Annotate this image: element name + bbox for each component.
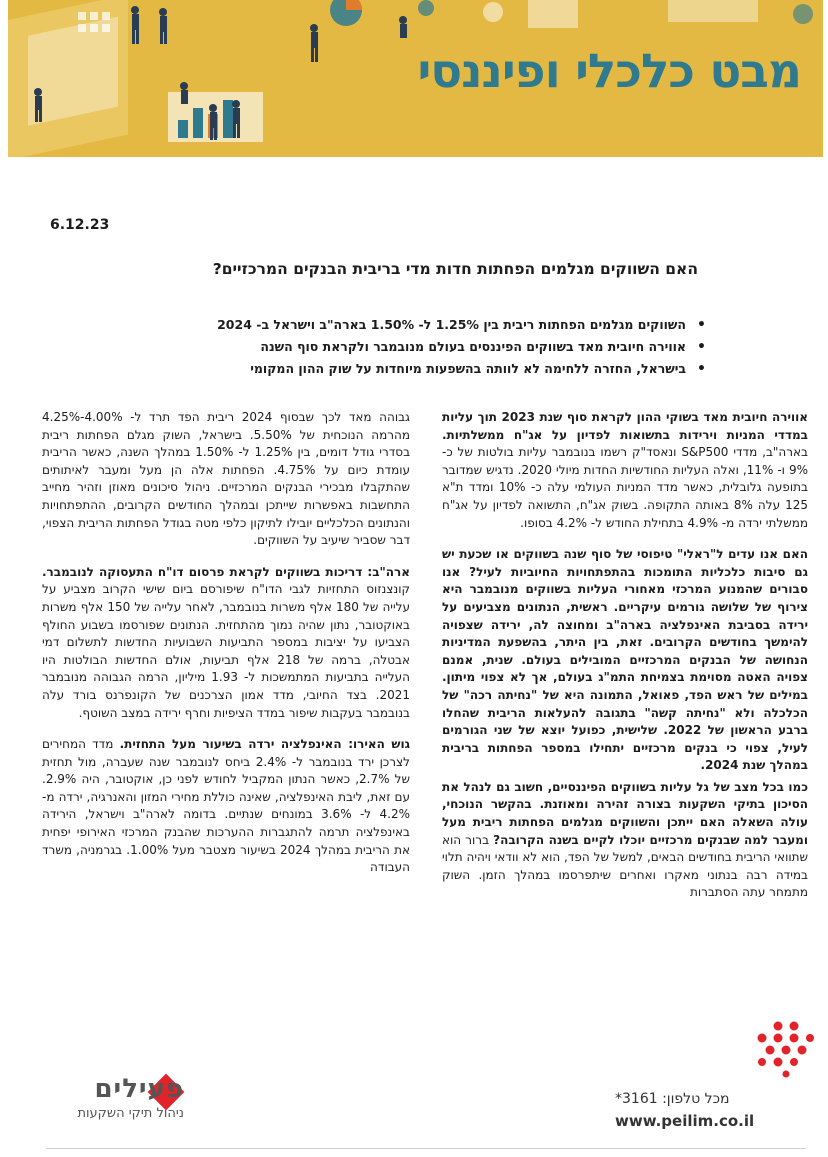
paragraph-text: מדד המחירים לצרכן ירד בנובמבר ל- 2.4% ביחס לנובמבר שנה שעברה, מול תחזית של 2.7%, כאשר הנתון המקביל לחודש לפני כן, אוקטובר, היה 2.9%. עם זאת, ליבת האינפלציה, שאינה כוללת מחירי המזון והאנרגיה, ירדה מ- 4.2% ל- 3.6% במונחים שנתיים. בדומה לארה"ב וישראל, הירידה באינפלציה תרמה להתגברות ההערכות שהבנק המרכזי האירופי יפחית את הריבית במהלך 2024 בשיעור מצטבר מעל 1.00%. בגרמניה, משרד העבודה	[42, 737, 411, 875]
summary-bullets	[86, 314, 708, 380]
paragraph-bold: גוש האירו: האינפלציה ירדה בשיעור מעל התחזית.	[119, 737, 410, 752]
paragraph-text: בארה"ב, מדדי S&P500 ונאסד"ק רשמו בנובמבר עליות בולטות של כ- 9% ו- 11%, ואלה העליות החודשיות החדות מיולי 2020. נדגיש שמדובר בתופעה גלובלית, כאשר מדד המניות העולמי עלה כ- 10% ומדד ת"א 125 עלה 8% באותה התקופה. בשוק אג"ח, התשואה לפדיון על אג"ח ממשלתי ירדה מ- 4.9% בתחילת החודש ל- 4.2% בסופו.	[442, 445, 808, 530]
website-link[interactable]: www.peilim.co.il	[615, 1112, 755, 1130]
right-column	[442, 409, 808, 916]
paragraph-bold: כמו בכל מצב של גל עליות בשווקים הפיננסיים, חשוב גם לנהל את הסיכון בתיקי השקעות בצורה זהירה ומאוזנת. בהקשר הנוכחי, עולה השאלה האם ייתכן והשווקים מגלמים הפחתות ריבית מעל ומעבר למה שבנקים מרכזיים יוכלו לקיים בשנה הקרובה?	[442, 779, 808, 847]
paragraph-bold: האם אנו עדים ל"ראלי" טיפוסי של סוף שנה בשווקים או שכעת יש גם סיבות כלכליות התומכות בהתפתחויות החיוביות לעיל? אנו סבורים שהמנוע המרכזי מאחורי העליות בשווקים מנובמבר היא צירוף של שלושה גורמים עיקריים. ראשית, הנתונים מצביעים על ירידה בסביבת האינפלציה בארה"ב ומחוצה לה, ירידה שצפויה להימשך בחודשים הקרובים. זאת, בין היתר, בהשפעת המדיניות הנחושה של הבנקים המרכזיים המובילים בעולם. שנית, אמנם צפויה האטה מסוימת בצמיחת התמ"ג בעולם, אך לא צפוי מיתון. במילים של ראש הפד, פאואל, התמונה היא של "נחיתה רכה" של הכלכלה ולא "נחיתה קשה" בתגובה להעלאות הריבית שהחלו ברבע הראשון של 2022. שלישית, כפועל יוצא של שני הגורמים לעיל, צפוי כי בנקים מרכזיים יתחילו במספר הפחתות בריבית במהלך שנת 2024.	[442, 547, 809, 773]
paragraph	[442, 546, 808, 775]
bullet-item: • השווקים מגלמים הפחתות ריבית בין 1.25% ל- 1.50% בארה"ב וישראל ב- 2024	[86, 314, 686, 336]
paragraph	[442, 409, 808, 532]
header-banner	[8, 0, 823, 157]
bullet-item: • אווירה חיובית מאד בשווקים הפיננסים בעולם מנובמבר ולקראת סוף השנה	[86, 336, 686, 358]
bullet-item: • בישראל, החזרה ללחימה לא לוותה בהשפעות מיוחדות על שוק ההון המקומי	[86, 358, 686, 380]
paragraph-text: גבוהה מאד לכך שבסוף 2024 ריבית הפד תרד ל- 4.00%-4.25% מהרמה הנוכחית של 5.50%. בישראל, השוק מגלם הפחתות ריבית בסדרי גודל דומים, בין 1.25% ל- 1.50% במהלך השנה, כאשר הריבית עומדת כיום על 4.75%. הפחתות אלה הן מעל ומעבר לאיתותים שהתקבלו מבכירי הבנקים המרכזיים. ניהול סיכונים מאוזן וזהיר מחייב התחשבות באפשרות שייתכן ובמהלך החודשים הקרובים, ההתפתחויות והנתונים הכלכליים יובילו לתיקון כלפי מטה בגודל הפחתות הריבית הצפוי, דבר שסביר שיעיב על השווקים.	[42, 410, 411, 548]
logo-name: פעילים	[94, 1074, 184, 1104]
paragraph-text: ברור הוא שתוואי הריבית בחודשים הבאים, למשל של הפד, הוא לא וודאי ויהיה תלוי במידה רבה בנתוני מאקרו ואחרים שיתפרסמו במהלך הזמן. השוק מתמחר עתה הסתברות	[442, 832, 808, 900]
report-date: 6.12.23	[50, 217, 110, 233]
paragraph	[42, 409, 410, 550]
paragraph-bold: ארה"ב: דריכות בשווקים לקראת פרסום דו"ח התעסוקה לנובמבר.	[42, 564, 410, 579]
left-column	[42, 409, 410, 891]
company-logo	[54, 1074, 184, 1121]
paragraph-bold: אווירה חיובית מאד בשוקי ההון לקראת סוף שנת 2023 תוך עליות במדדי המניות וירידות בתשואות לפדיון על אג"ח ממשלתיות.	[442, 410, 808, 442]
logo-tagline: ניהול תיקי השקעות	[77, 1106, 184, 1121]
contact-info	[615, 1088, 754, 1132]
paragraph-text: קונצנזוס התחזיות לגבי הדו"ח שיפורסם ביום שישי הקרוב מצביע על עלייה של 180 אלף משרות בנובמבר, לאחר עלייה של 150 אלף משרות באוקטובר, נתון שהיה נמוך מהתחזית. הנתונים שפורסמו בשבוע החולף הצביעו על יציבות במספר התביעות השבועיות החדשות לתשלום דמי אבטלה, ברמה של 218 אלף תביעות, אולם החדשות הבולטות היו העלייה בתביעות המתמשכות ל- 1.93 מיליון, הרמה הגבוהה מנובמבר 2021. בצד החיובי, מדד אמון הצרכנים של הקונפרנס בורד עלה בנובמבר בעקבות שיפור במדד הציפיות וחרף ירידה במצב השוטף.	[42, 582, 410, 720]
paragraph	[42, 736, 410, 877]
contact-phone: מכל טלפון: 3161*	[615, 1091, 730, 1107]
paragraph	[42, 564, 410, 722]
banner-title: מבט כלכלי ופיננסי	[417, 44, 801, 99]
headline: האם השווקים מגלמים הפחתות חדות מדי בריבית הבנקים המרכזיים?	[212, 260, 698, 278]
footer-divider	[46, 1148, 806, 1149]
paragraph	[442, 779, 808, 902]
dots-decoration-icon	[748, 1020, 818, 1080]
